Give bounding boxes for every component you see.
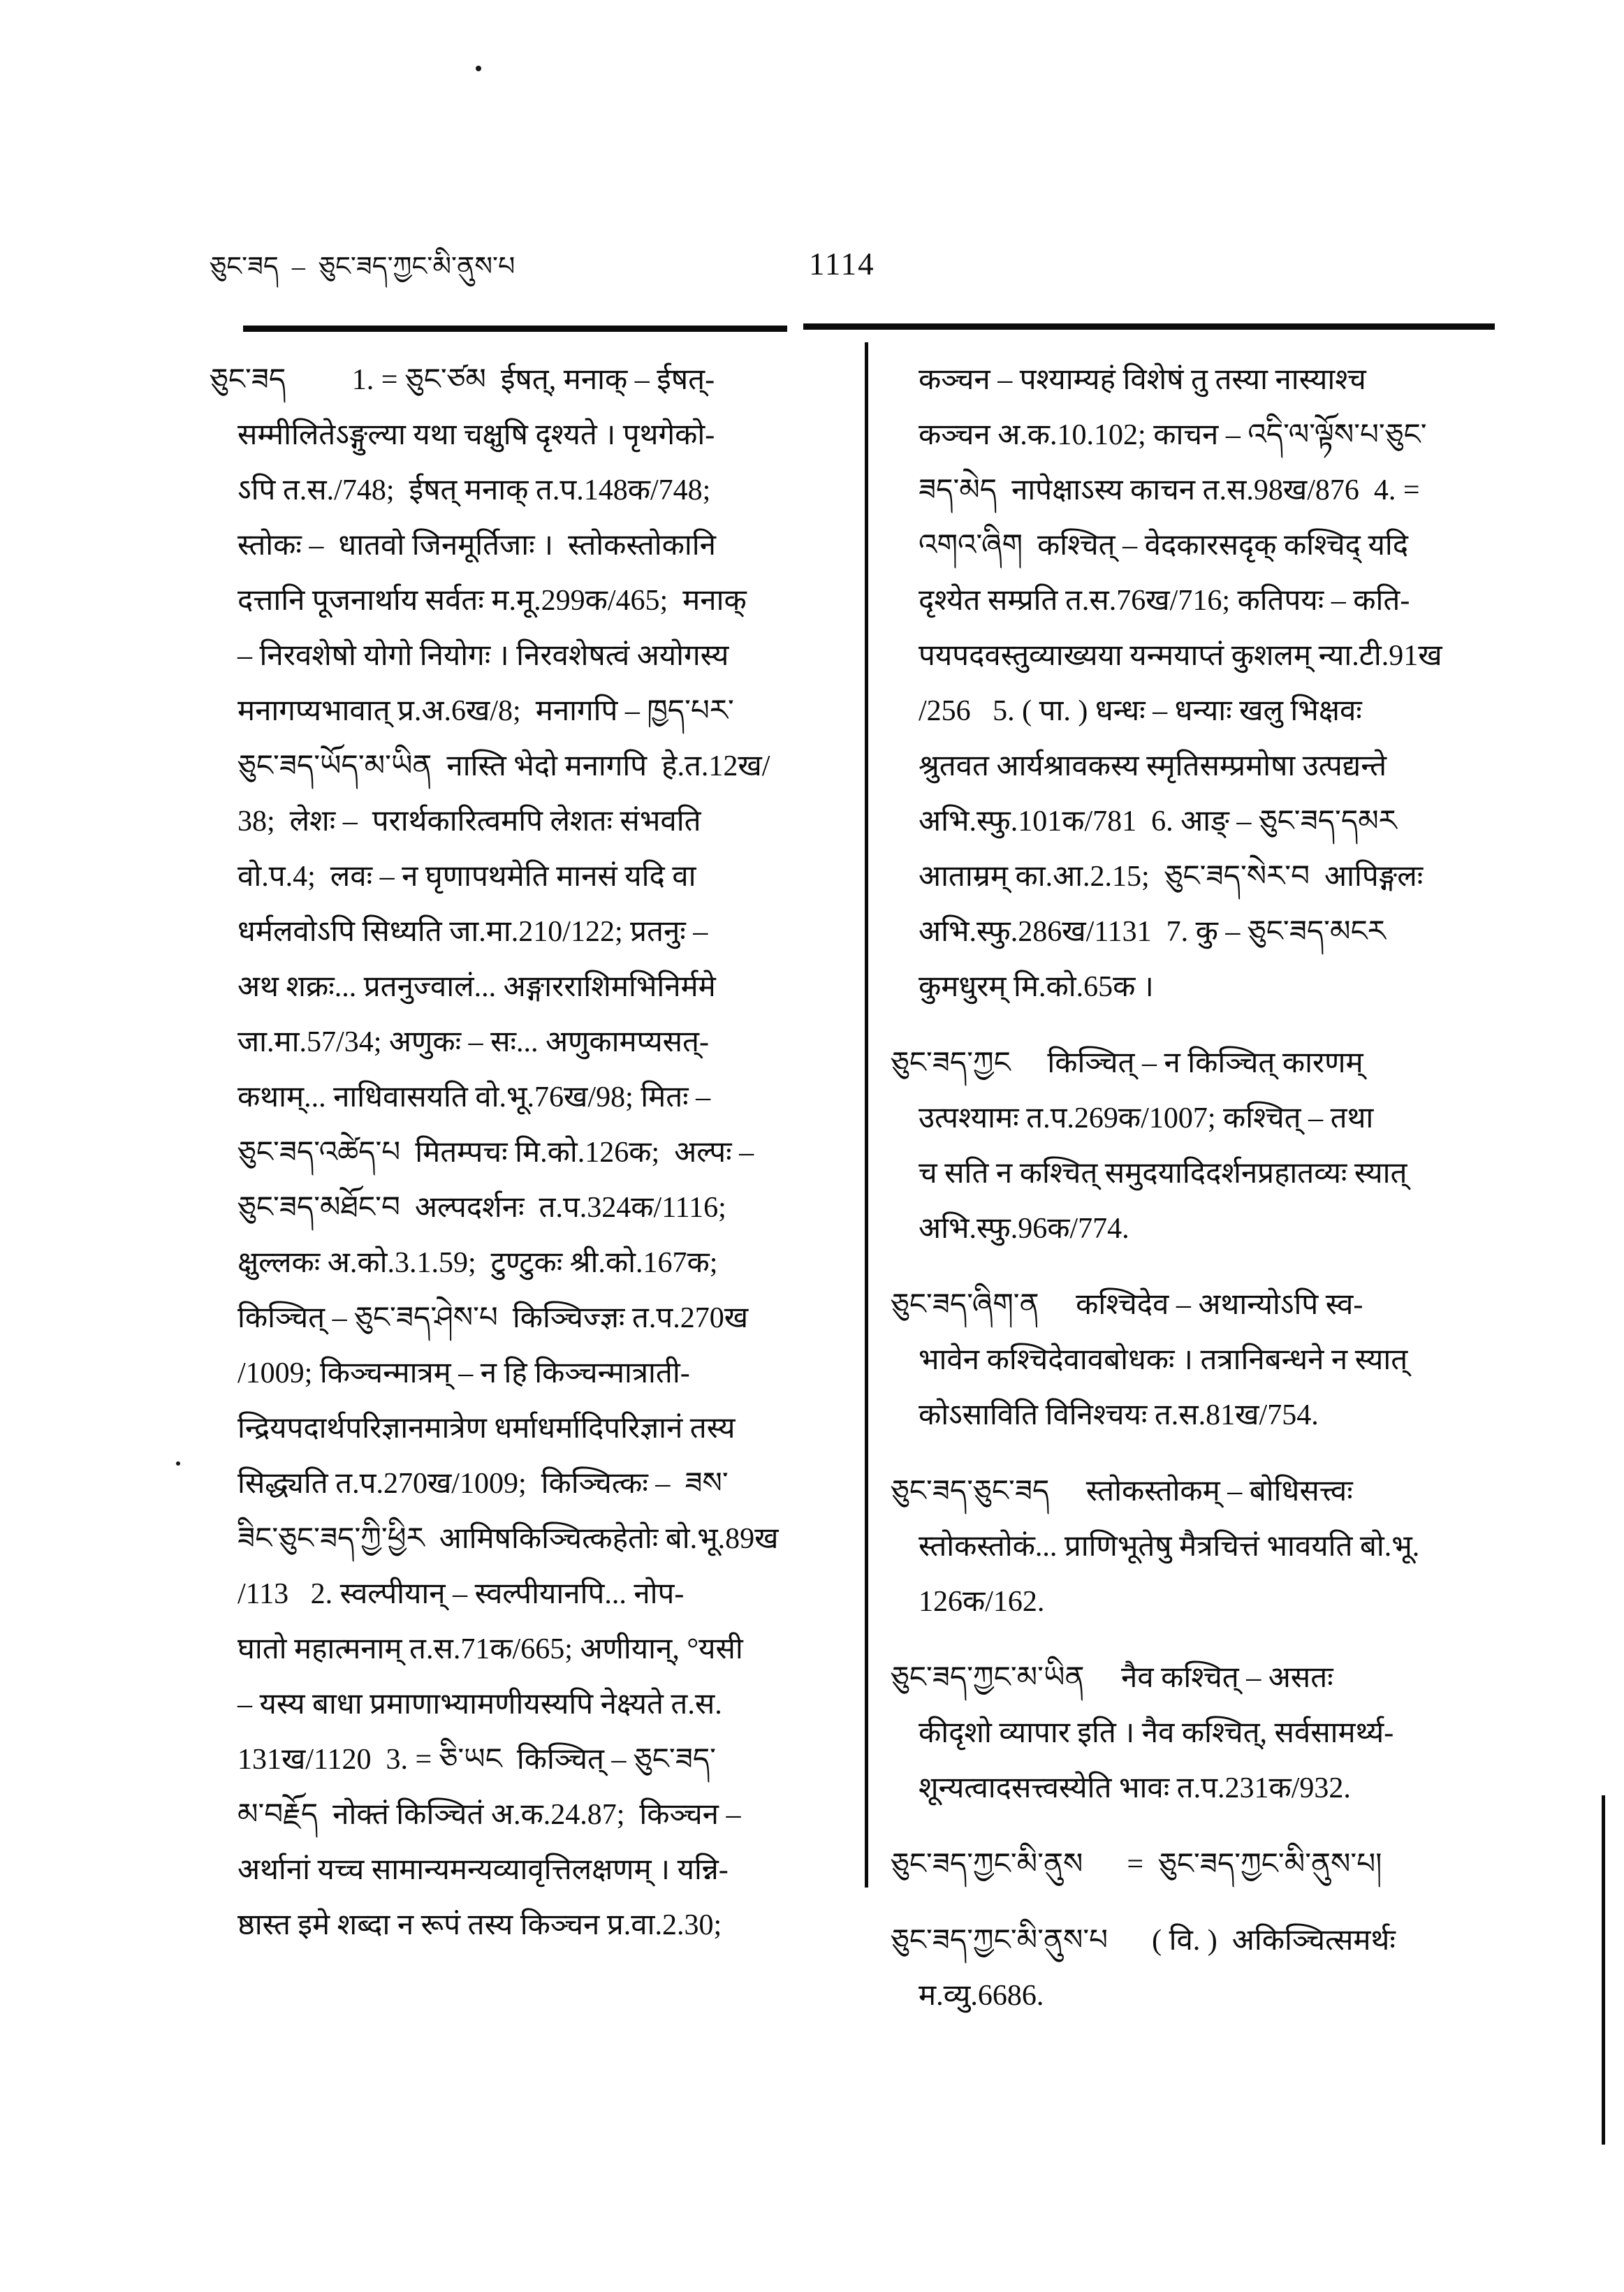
text-line: ཟིང་ཅུང་ཟད་ཀྱི་ཕྱིར आमिषकिञ्चित्कहेतोः बो.भू.89ख bbox=[237, 1523, 779, 1555]
column-divider bbox=[865, 342, 868, 1888]
text-line: ष्ठास्त इमे शब्दा न रूपं तस्य किञ्चन प्र.वा.2.30; bbox=[237, 1909, 722, 1941]
text-line: – यस्य बाधा प्रमाणाभ्यामणीयस्यपि नेक्ष्यते त.स. bbox=[237, 1688, 722, 1721]
page-number: 1114 bbox=[809, 247, 875, 282]
text-line: कीदृशो व्यापार इति । नैव कश्चित्, सर्वसामर्थ्य- bbox=[919, 1717, 1394, 1749]
text-line: 131ख/1120 3. = ཅི་ཡང किञ्चित् – ཅུང་ཟད་ bbox=[237, 1744, 717, 1776]
left-column bbox=[210, 353, 824, 1953]
text-line: दृश्येत सम्प्रति त.स.76ख/716; कतिपयः – कति- bbox=[919, 585, 1410, 617]
right-column bbox=[891, 353, 1519, 2024]
text-line: शून्यत्वादसत्त्वस्येति भावः त.प.231क/932. bbox=[919, 1772, 1351, 1804]
text-line: अभि.स्फु.286ख/1131 7. कु – ཅུང་ཟད་མངར bbox=[919, 916, 1386, 948]
text-line: अभि.स्फु.101क/781 6. आङ् – ཅུང་ཟད་དམར bbox=[919, 805, 1397, 838]
text-line: ཅུང་ཟད་མཐོང་བ अल्पदर्शनः त.प.324क/1116; bbox=[237, 1192, 726, 1224]
text-line: 126क/162. bbox=[919, 1586, 1045, 1618]
text-line: वो.प.4; लवः – न घृणापथमेति मानसं यदि वा bbox=[237, 861, 696, 893]
text-line: अभि.स्फु.96क/774. bbox=[919, 1213, 1129, 1245]
text-line: ཅུང་ཟད་ཀྱང་མི་ནུས = ཅུང་ཟད་ཀྱང་མི་ནུས་པ། bbox=[891, 1848, 1382, 1881]
text-line: ཅུང་ཟད་ཀྱང་མ་ཡིན नैव कश्चित् – असतः bbox=[891, 1662, 1333, 1694]
text-line: कञ्चन अ.क.10.102; काचन – འདི་ལ་ལྟོས་པ་ཅུང་ bbox=[919, 419, 1427, 451]
text-line: कथाम्... नाधिवासयति वो.भू.76ख/98; मितः – bbox=[237, 1081, 711, 1114]
text-line: ཅུང་ཟད་ཅུང་ཟད स्तोकस्तोकम् – बोधिसत्त्वः bbox=[891, 1475, 1353, 1508]
text-line: क्षुल्लकः अ.को.3.1.59; टुण्टुकः श्री.को.167क; bbox=[237, 1247, 718, 1279]
text-line: न्द्रियपदार्थपरिज्ञानमात्रेण धर्माधर्मादिपरिज्ञानं तस्य bbox=[237, 1413, 736, 1445]
scan-speck bbox=[176, 1461, 180, 1466]
header-rule-left-segment bbox=[243, 326, 787, 332]
text-line: कुमधुरम् मि.को.65क । bbox=[919, 971, 1154, 1003]
text-line: सिद्ध्यति त.प.270ख/1009; किञ्चित्कः – ཟས་ bbox=[237, 1468, 729, 1500]
header-rule-right-segment bbox=[803, 323, 1495, 330]
text-line: ऽपि त.स./748; ईषत् मनाक् त.प.148क/748; bbox=[237, 474, 711, 506]
text-line: स्तोकः – धातवो जिनमूर्तिजाः । स्तोकस्तोकानि bbox=[237, 530, 716, 562]
text-line: सम्मीलितेऽङ्गुल्या यथा चक्षुषि दृश्यते । पृथगेको- bbox=[237, 419, 715, 451]
scan-speck bbox=[476, 66, 481, 71]
text-line: – निरवशेषो योगो नियोगः । निरवशेषत्वं अयोगस्य bbox=[237, 640, 729, 672]
text-line: धर्मलवोऽपि सिध्यति जा.मा.210/122; प्रतनुः – bbox=[237, 916, 708, 948]
text-line: भावेन कश्चिदेवावबोधकः । तत्रानिबन्धने न स्यात् bbox=[919, 1344, 1408, 1376]
running-head: ཅུང་ཟད – ཅུང་ཟད་ཀྱང་མི་ནུས་པ bbox=[210, 252, 515, 282]
text-line: श्रुतवत आर्यश्रावकस्य स्मृतिसम्प्रमोषा उत्पद्यन्ते bbox=[919, 750, 1387, 782]
text-line: उत्पश्यामः त.प.269क/1007; कश्चित् – तथा bbox=[919, 1102, 1374, 1134]
text-line: अथ शक्रः... प्रतनुज्वालं... अङ्गारराशिमभिनिर्ममे bbox=[237, 971, 716, 1003]
text-line: ཅུང་ཟད་ཀྱང किञ्चित् – न किञ्चित् कारणम् bbox=[891, 1047, 1363, 1079]
text-line: आताम्रम् का.आ.2.15; ཅུང་ཟད་སེར་བ आपिङ्गलः bbox=[919, 861, 1424, 893]
text-line: पयपदवस्तुव्याख्यया यन्मयाप्तं कुशलम् न्या.टी.91ख bbox=[919, 640, 1442, 672]
text-line: /113 2. स्वल्पीयान् – स्वल्पीयानपि... नोप- bbox=[237, 1578, 685, 1610]
text-line: मनागप्यभावात् प्र.अ.6ख/8; मनागपि – ཁྱད་པར་ bbox=[237, 695, 734, 727]
text-line: /256 5. ( पा. ) धन्धः – धन्याः खलु भिक्षवः bbox=[919, 695, 1362, 727]
text-line: च सति न कश्चित् समुदयादिदर्शनप्रहातव्यः स्यात् bbox=[919, 1158, 1407, 1190]
text-line: घातो महात्मनाम् त.स.71क/665; अणीयान्, °यसी bbox=[237, 1633, 743, 1665]
text-line: म.व्यु.6686. bbox=[919, 1980, 1044, 2012]
text-line: ཅུང་ཟད་འཚེད་པ मितम्पचः मि.को.126क; अल्पः – bbox=[237, 1137, 754, 1169]
text-line: འགའ་ཞིག कश्चित् – वेदकारसदृक् कश्चिद् यदि bbox=[919, 530, 1409, 562]
text-line: ཅུང་ཟད་ཞིག་ན कश्चिदेव – अथान्योऽपि स्व- bbox=[891, 1289, 1363, 1321]
text-line: ཟད་མེད नापेक्षाऽस्य काचन त.स.98ख/876 4. = bbox=[919, 474, 1420, 506]
text-line: जा.मा.57/34; अणुकः – सः... अणुकामप्यसत्- bbox=[237, 1026, 709, 1058]
text-line: अर्थानां यच्च सामान्यमन्यव्यावृत्तिलक्षणम् । यन्नि- bbox=[237, 1854, 729, 1886]
text-line: མ་བརྗོད नोक्तं किञ्चितं अ.क.24.87; किञ्चन – bbox=[237, 1799, 741, 1831]
text-line: ཅུང་ཟད་ཡོད་མ་ཡིན नास्ति भेदो मनागपि हे.त.12ख/ bbox=[237, 750, 770, 782]
scan-edge-artifact bbox=[1602, 1795, 1605, 2145]
text-line: /1009; किञ्चन्मात्रम् – न हि किञ्चन्मात्राती- bbox=[237, 1357, 690, 1389]
text-line: 38; लेशः – परार्थकारित्वमपि लेशतः संभवति bbox=[237, 805, 701, 838]
text-line: कोऽसाविति विनिश्चयः त.स.81ख/754. bbox=[919, 1399, 1319, 1431]
text-line: किञ्चित् – ཅུང་ཟད་ཤེས་པ किञ्चिज्ज्ञः त.प.270ख bbox=[237, 1302, 749, 1334]
text-line: ཅུང་ཟད་ཀྱང་མི་ནུས་པ ( वि. ) अकिञ्चित्समर्थः bbox=[891, 1925, 1396, 1957]
text-line: कञ्चन – पश्याम्यहं विशेषं तु तस्या नास्याश्च bbox=[919, 364, 1366, 396]
text-line: ཅུང་ཟད 1. = ཅུང་ཙམ ईषत्, मनाक् – ईषत्- bbox=[210, 364, 715, 396]
text-line: दत्तानि पूजनार्थाय सर्वतः म.मू.299क/465; मनाक् bbox=[237, 585, 747, 617]
text-line: स्तोकस्तोकं... प्राणिभूतेषु मैत्रचित्तं भावयति बो.भू. bbox=[919, 1531, 1420, 1563]
